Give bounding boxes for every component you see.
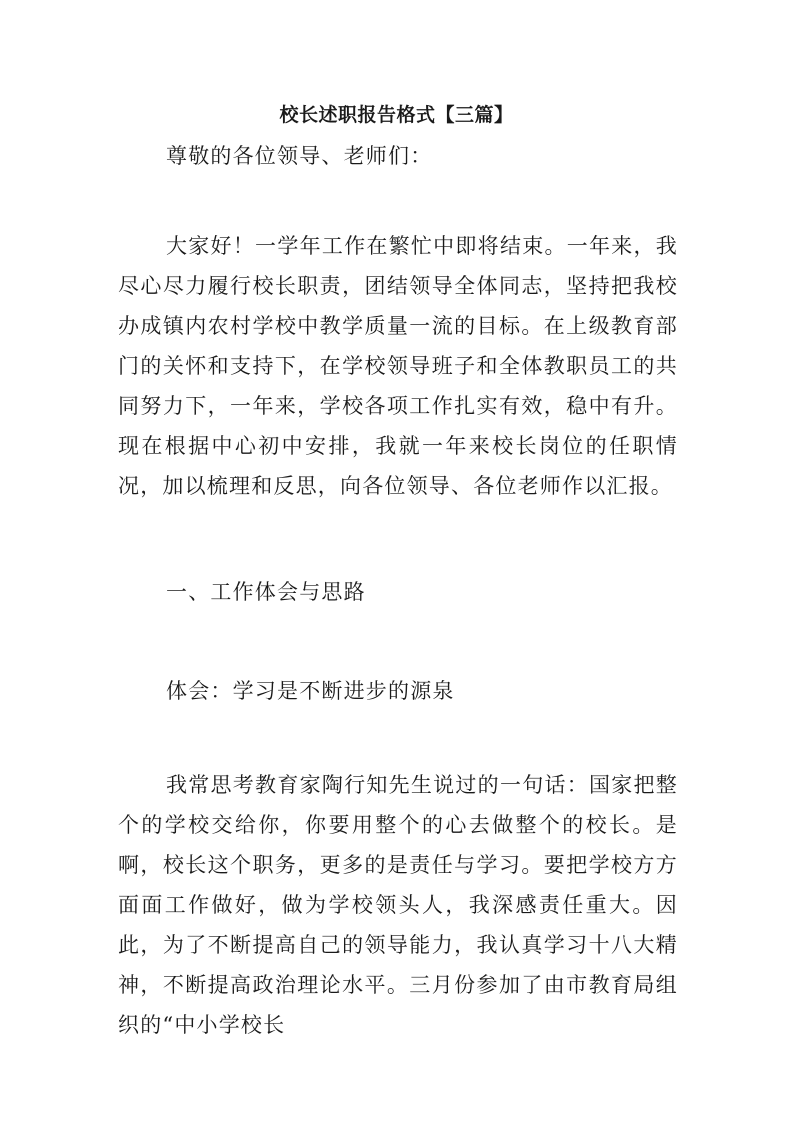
- subsection-heading: 体会：学习是不断进步的源泉: [166, 679, 455, 703]
- salutation: 尊敬的各位领导、老师们：: [166, 144, 433, 168]
- document-title: 校长述职报告格式【三篇】: [279, 104, 514, 126]
- section-heading: 一、工作体会与思路: [166, 580, 366, 604]
- paragraph-body: 我常思考教育家陶行知先生说过的一句话：国家把整个的学校交给你，你要用整个的心去做整个的校长。是啊，校长这个职务，更多的是责任与学习。要把学校方方面面工作做好，做为学校领头人，我深感责任重大。因此，为了不断提高自己的领导能力，我认真学习十八大精神，不断提高政治理论水平。三月份参加了由市教育局组织的“中小学校长: [118, 773, 678, 1037]
- paragraph-intro: 大家好！一学年工作在繁忙中即将结束。一年来，我尽心尽力履行校长职责，团结领导全体同志，坚持把我校办成镇内农村学校中教学质量一流的目标。在上级教育部门的关怀和支持下，在学校领导班子和全体教职员工的共同努力下，一年来，学校各项工作扎实有效，稳中有升。现在根据中心初中安排，我就一年来校长岗位的任职情况，加以梳理和反思，向各位领导、各位老师作以汇报。: [118, 234, 678, 498]
